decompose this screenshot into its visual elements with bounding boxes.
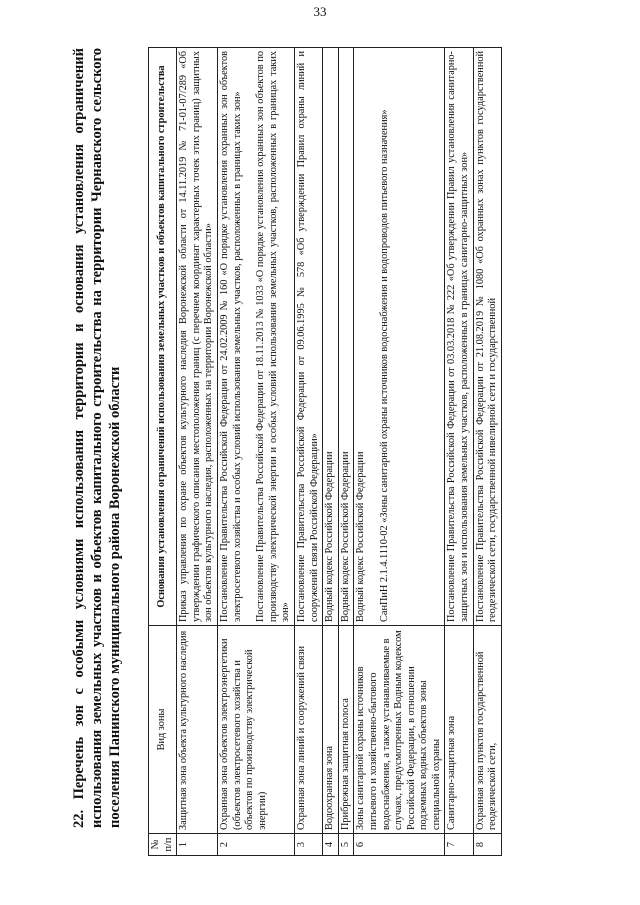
table-row [338,48,354,856]
table-body [177,48,502,856]
basis-cell [217,48,294,626]
zone-type-cell: Охранная зона линий и сооружений связи [294,626,322,834]
rotated-page-content [70,48,610,856]
header-basis: Основания установления ограничений использования земельных участков и объектов капитального строительства [149,48,177,626]
header-num: № п/п [149,834,177,856]
basis-cell [177,48,218,626]
table-row [177,48,218,856]
basis-paragraph: Постановление Правительства Российской Федерации от 21.08.2019 № 1080 «Об охранных зонах пунктов государственной геодезической сети, государственной нивелирной сети и государственной [474,51,499,622]
row-number: 7 [445,834,473,856]
table-row [473,48,501,856]
zone-type-cell: Водоохранная зона [323,626,339,834]
basis-paragraph: Постановление Правительства Российской Федерации от 24.02.2009 № 160 «О порядке установления охранных зон объектов электросетевого хозяйства и особых условий использования земельных участков, расположенных в границах таких зон» [218,51,243,622]
basis-paragraph: СанПиН 2.1.4.1110-02 «Зоны санитарной охраны источников водоснабжения и водопроводов питьевого назначения» [378,109,390,622]
basis-cell [338,48,354,626]
zone-type-cell: Санитарно-защитная зона [445,626,473,834]
row-number: 3 [294,834,322,856]
table-row [354,48,445,856]
basis-paragraph: Постановление Правительства Российской Федерации от 18.11.2013 № 1033 «О порядке установления охранных зон объектов по производству электрической энергии и особых условий использования земельных участков, расположенных в границах таких зон» [255,51,292,622]
document-heading: 22. Перечень зон с особыми условиями использования территории и основания установления ограничений использования земельных участков и объектов капитального строительства на территории Чернавского сельского поселения Панинского муниципального района Воронежской области [71,48,123,828]
zone-type-cell: Защитная зона объекта культурного наследия [177,626,218,834]
table-header-row [149,48,177,856]
basis-paragraph: Постановление Правительства Российской Федерации от 03.03.2018 № 222 «Об утверждении Правил установления санитарно-защитных зон и использования земельных участков, расположенных в границах санитарно-защитных зон» [446,51,471,622]
basis-paragraph: Приказ управления по охране объектов культурного наследия Воронежской области от 14.11.2019 № 71-01-07/289 «Об утверждении графического описания местоположения границ (с перечнем координат характерных точек этих границ) защитных зон объектов культурного наследия, расположенных на территории Воронежской области» [178,51,215,622]
table-row [294,48,322,856]
zone-type-cell: Охранная зона объектов электроэнергетики (объектов электросетевого хозяйства и объектов по производству электрической энергии) [217,626,294,834]
table-row [217,48,294,856]
row-number: 5 [338,834,354,856]
basis-paragraph: Водный кодекс Российской Федерации [355,451,367,622]
basis-paragraph: Водный кодекс Российской Федерации [324,451,336,622]
row-number: 6 [354,834,445,856]
zones-table [148,47,502,856]
header-zone-type: Вид зоны [149,626,177,834]
zone-type-cell: Охранная зона пунктов государственной геодезической сети, [473,626,501,834]
basis-cell [323,48,339,626]
zone-type-cell: Зоны санитарной охраны источников питьевого и хозяйственно-бытового водоснабжения, а также устанавливаемые в случаях, предусмотренных Водным кодексом Российской Федерации, в отношении подземных водных объектов зоны специальной охраны [354,626,445,834]
basis-cell [445,48,473,626]
table-row [445,48,473,856]
basis-paragraph: Постановление Правительства Российской Федерации от 09.06.1995 № 578 «Об утверждении Правил охраны линий и сооружений связи Российской Федерации» [295,51,320,622]
basis-cell [294,48,322,626]
row-number: 1 [177,834,218,856]
basis-cell [354,48,445,626]
row-number: 8 [473,834,501,856]
basis-paragraph: Водный кодекс Российской Федерации [339,451,351,622]
basis-cell [473,48,501,626]
page-number: 33 [313,4,327,19]
row-number: 2 [217,834,294,856]
table-row [323,48,339,856]
row-number: 4 [323,834,339,856]
zone-type-cell: Прибрежная защитная полоса [338,626,354,834]
